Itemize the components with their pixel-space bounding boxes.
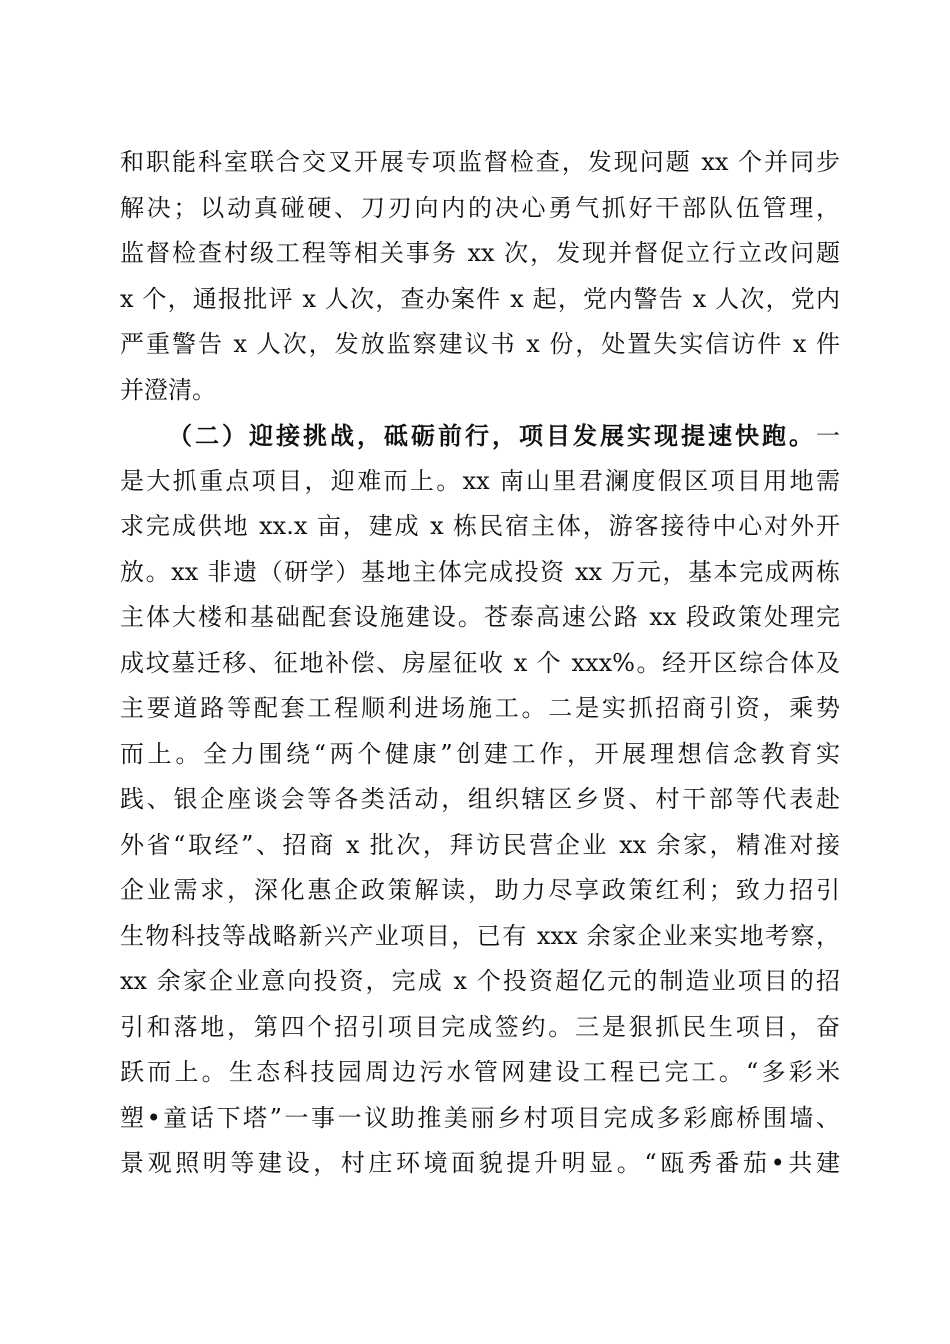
text-line: 企业需求，深化惠企政策解读，助力尽享政策红利；致力招引 xyxy=(120,876,840,904)
text-line: 放。xx 非遗（研学）基地主体完成投资 xx 万元，基本完成两栋 xyxy=(120,557,840,586)
text-line: 跃而上。生态科技园周边污水管网建设工程已完工。“多彩米 xyxy=(120,1058,840,1086)
paragraph-2 xyxy=(120,413,840,1187)
text-line: 而上。全力围绕“两个健康”创建工作，开展理想信念教育实 xyxy=(120,739,840,768)
text-line: 监督检查村级工程等相关事务 xx 次，发现并督促立行立改问题 xyxy=(120,239,840,267)
text-line: 引和落地，第四个招引项目完成签约。三是狠抓民生项目，奋 xyxy=(120,1012,840,1041)
text-line: x 个，通报批评 x 人次，查办案件 x 起，党内警告 x 人次，党内 xyxy=(120,284,840,313)
heading-line-rest: 一 xyxy=(816,422,840,450)
section-heading: （二）迎接挑战，砥砺前行，项目发展实现提速快跑。 xyxy=(168,421,816,450)
paragraph-1 xyxy=(120,140,840,413)
text-line: 解决；以动真碰硬、刀刃向内的决心勇气抓好干部队伍管理， xyxy=(120,193,840,222)
text-line: 和职能科室联合交叉开展专项监督检查，发现问题 xx 个并同步 xyxy=(120,148,840,176)
text-line: 求完成供地 xx.x 亩，建成 x 栋民宿主体，游客接待中心对外开 xyxy=(120,512,840,540)
text-line: 主体大楼和基础配套设施建设。苍泰高速公路 xx 段政策处理完 xyxy=(120,603,840,631)
text-line: 严重警告 x 人次，发放监察建议书 x 份，处置失实信访件 x 件 xyxy=(120,330,840,358)
text-line: 并澄清。 xyxy=(120,375,216,404)
document-body xyxy=(120,140,840,1187)
text-line: 塑•童话下塔”一事一议助推美丽乡村项目完成多彩廊桥围墙、 xyxy=(120,1103,840,1132)
text-line: 践、银企座谈会等各类活动，组织辖区乡贤、村干部等代表赴 xyxy=(120,785,840,813)
section-heading-line xyxy=(120,413,840,459)
text-line: 外省“取经”、招商 x 批次，拜访民营企业 xx 余家，精准对接 xyxy=(120,830,840,859)
text-line: 是大抓重点项目，迎难而上。xx 南山里君澜度假区项目用地需 xyxy=(120,466,840,495)
text-line: 生物科技等战略新兴产业项目，已有 xxx 余家企业来实地考察， xyxy=(120,921,840,950)
text-line: xx 余家企业意向投资，完成 x 个投资超亿元的制造业项目的招 xyxy=(120,967,840,995)
text-line: 景观照明等建设，村庄环境面貌提升明显。“瓯秀番茄•共建 xyxy=(120,1149,840,1177)
text-line: 主要道路等配套工程顺利进场施工。二是实抓招商引资，乘势 xyxy=(120,694,840,722)
text-line: 成坟墓迁移、征地补偿、房屋征收 x 个 xxx%。经开区综合体及 xyxy=(120,648,840,677)
